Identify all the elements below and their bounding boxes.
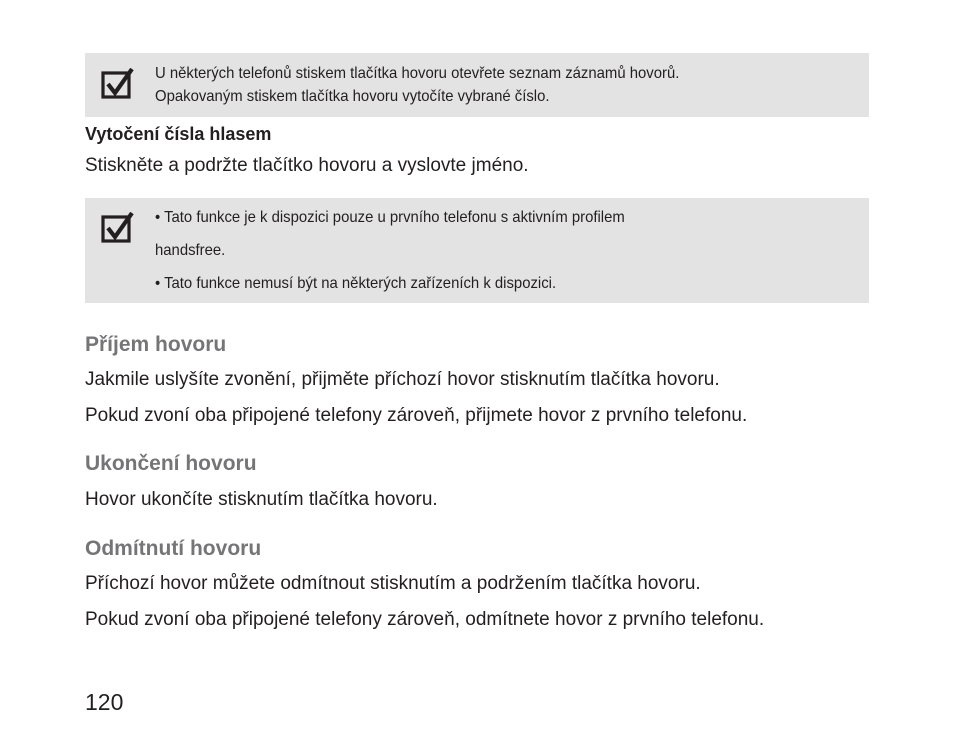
note-bullet: • Tato funkce nemusí být na některých zařízeních k dispozici. — [155, 275, 557, 292]
note-text — [155, 201, 625, 300]
note-line: U některých telefonů stiskem tlačítka hovoru otevřete seznam záznamů hovorů. — [155, 65, 680, 82]
checkbox-check-icon — [101, 212, 135, 244]
section-paragraph: Jakmile uslyšíte zvonění, přijměte příchozí hovor stisknutím tlačítka hovoru. — [85, 369, 720, 390]
page-number: 120 — [85, 689, 124, 715]
note-box — [85, 198, 869, 303]
voice-dial-heading: Vytočení čísla hlasem — [85, 124, 272, 144]
section-paragraph: Pokud zvoní oba připojené telefony zároveň, odmítnete hovor z prvního telefonu. — [85, 609, 765, 630]
section-paragraph: Pokud zvoní oba připojené telefony zároveň, přijmete hovor z prvního telefonu. — [85, 405, 748, 426]
note-text — [155, 62, 679, 108]
note-line: handsfree. — [155, 242, 226, 259]
note-box — [85, 53, 869, 117]
note-bullet: • Tato funkce je k dispozici pouze u prvního telefonu s aktivním profilem — [155, 209, 625, 226]
section-paragraph: Příchozí hovor můžete odmítnout stisknutím a podržením tlačítka hovoru. — [85, 573, 701, 594]
voice-dial-text: Stiskněte a podržte tlačítko hovoru a vyslovte jméno. — [85, 155, 529, 176]
section-title: Příjem hovoru — [85, 333, 227, 356]
section-title: Ukončení hovoru — [85, 452, 257, 475]
note-line: Opakovaným stiskem tlačítka hovoru vytočíte vybrané číslo. — [155, 88, 550, 105]
section-title: Odmítnutí hovoru — [85, 537, 262, 560]
checkbox-check-icon — [101, 68, 135, 100]
section-paragraph: Hovor ukončíte stisknutím tlačítka hovoru. — [85, 489, 438, 510]
